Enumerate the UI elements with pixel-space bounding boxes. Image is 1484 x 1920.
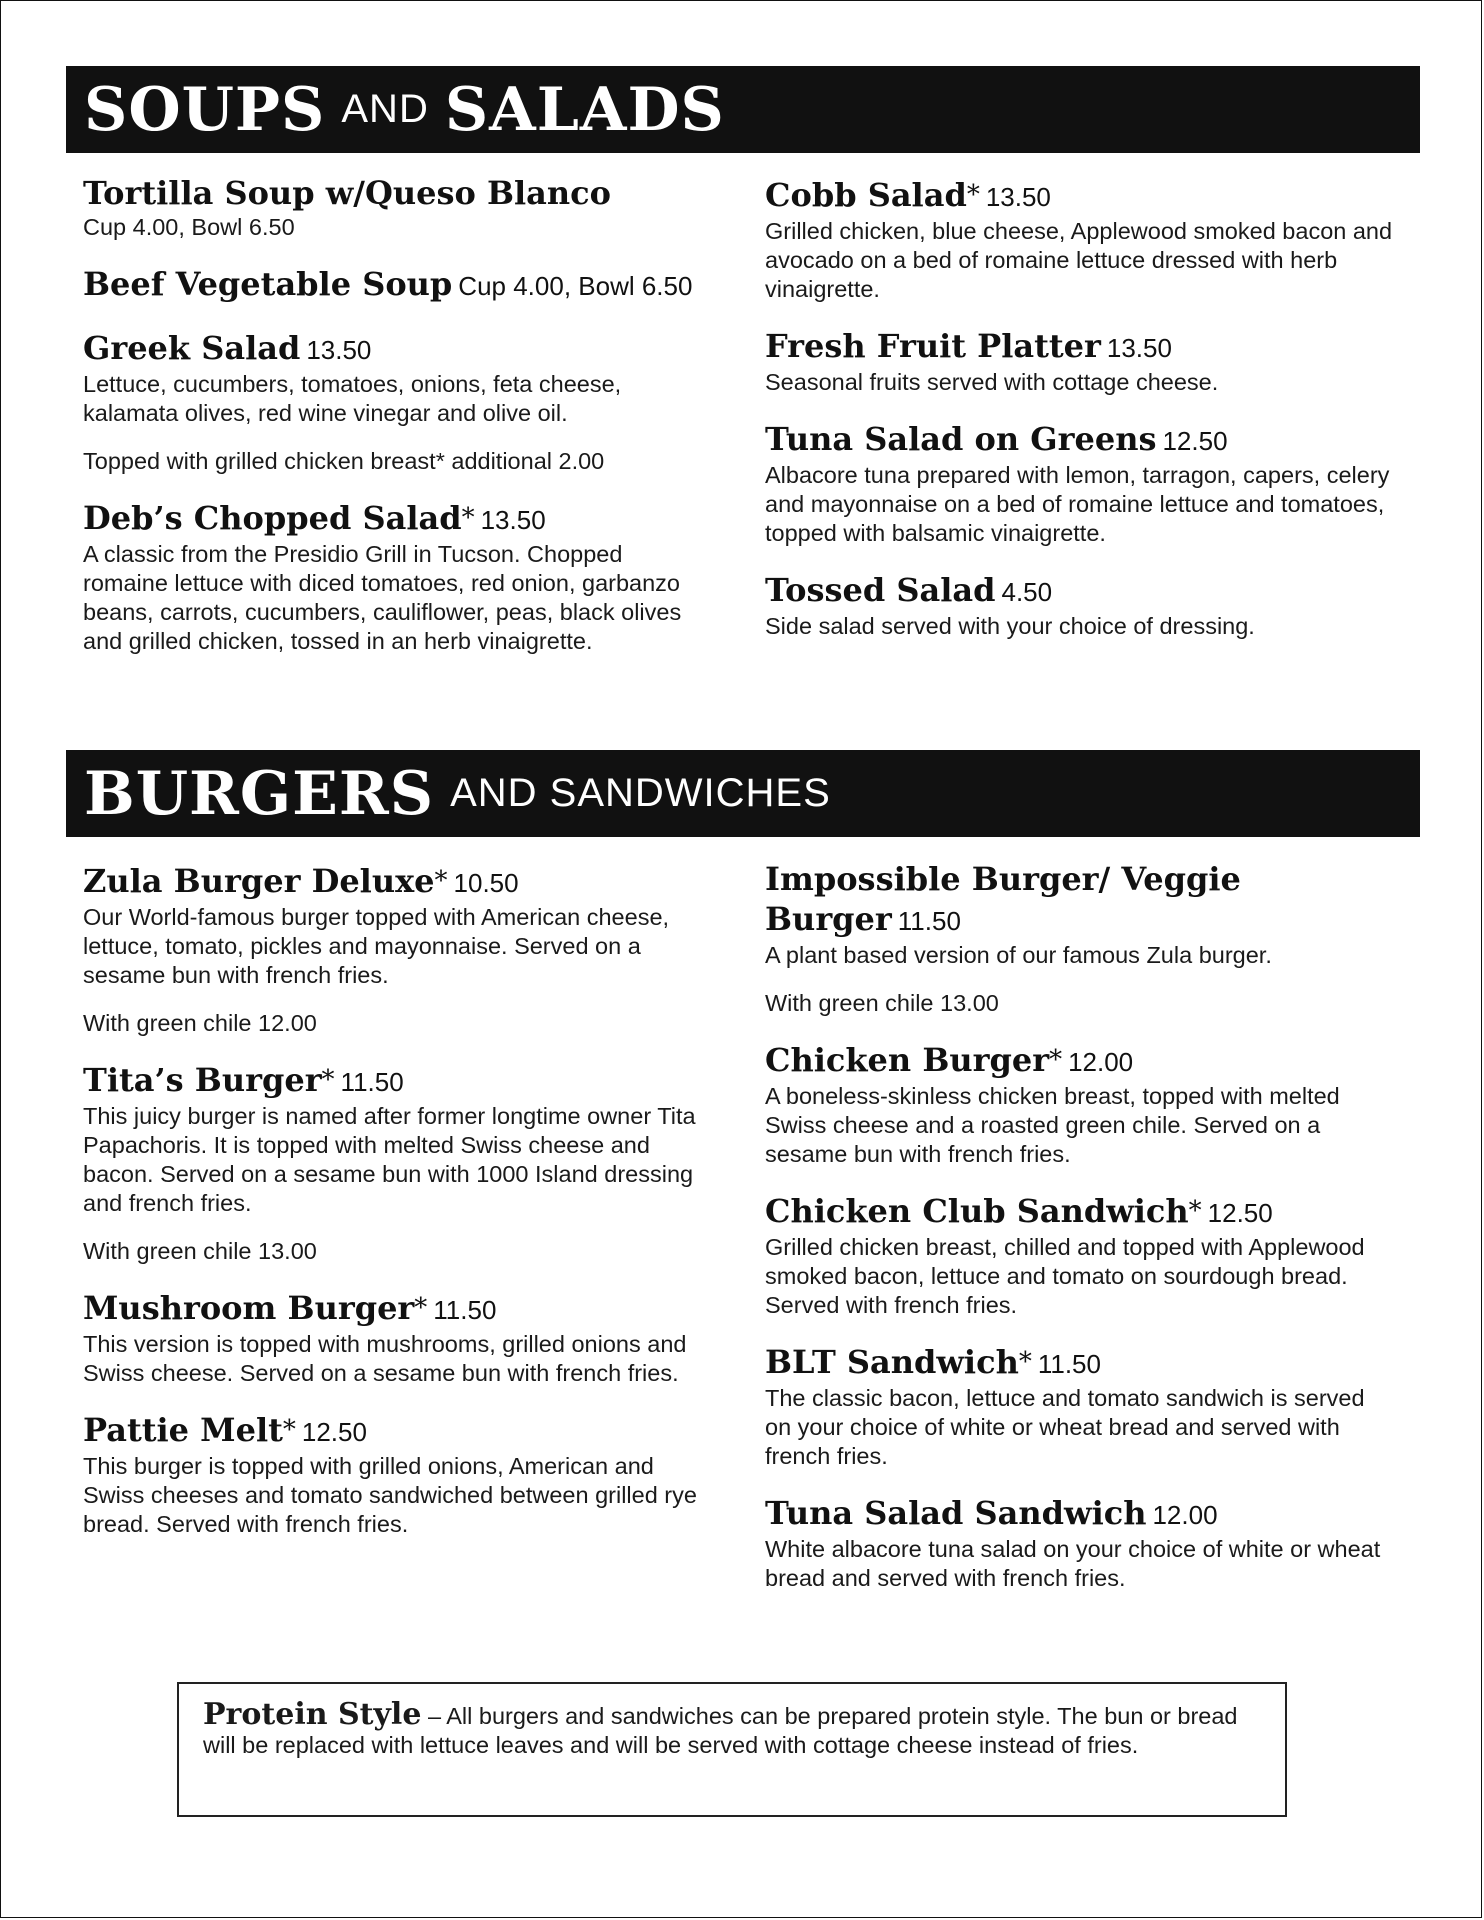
- menu-item-name: Impossible Burger/ Veggie Burger: [765, 860, 1241, 938]
- menu-item: [83, 1288, 713, 1388]
- menu-item-price: 11.50: [1037, 1349, 1101, 1379]
- menu-item-name: Tita’s Burger: [83, 1061, 322, 1099]
- menu-item: [83, 173, 713, 242]
- menu-item: [765, 1493, 1395, 1593]
- banner-title-and: AND: [341, 87, 429, 131]
- menu-item-price: 12.50: [1207, 1198, 1273, 1228]
- burgers-right-column: [765, 859, 1395, 1615]
- menu-item-description: This burger is topped with grilled onions, American and Swiss cheeses and tomato sandwiched between grilled rye bread. Served with french fries.: [83, 1453, 697, 1537]
- asterisk-mark: *: [414, 1293, 428, 1323]
- soups-right-column: [765, 175, 1395, 663]
- soups-left-column: [83, 173, 713, 678]
- protein-style-box: [177, 1682, 1287, 1817]
- menu-item-price: 11.50: [897, 906, 961, 936]
- menu-item-description: Lettuce, cucumbers, tomatoes, onions, feta cheese, kalamata olives, red wine vinegar and olive oil.: [83, 371, 622, 426]
- asterisk-mark: *: [966, 180, 980, 210]
- protein-style-title: Protein Style: [203, 1697, 422, 1732]
- menu-item-addon: With green chile 13.00: [83, 1238, 317, 1264]
- menu-item-description: Grilled chicken, blue cheese, Applewood smoked bacon and avocado on a bed of romaine lettuce dressed with herb vinaigrette.: [765, 218, 1393, 302]
- protein-style-description: – All burgers and sandwiches can be prepared protein style. The bun or bread will be replaced with lettuce leaves and will be served with cottage cheese instead of fries.: [203, 1703, 1238, 1758]
- burgers-left-column: [83, 861, 713, 1561]
- menu-item-name: Chicken Burger: [765, 1041, 1050, 1079]
- menu-item-description: Seasonal fruits served with cottage cheese.: [765, 369, 1219, 395]
- banner-title-soups: SOUPS: [84, 74, 326, 145]
- menu-item: [83, 861, 713, 1038]
- menu-item-description: Cup 4.00, Bowl 6.50: [83, 214, 295, 240]
- menu-item: [765, 326, 1395, 397]
- menu-item-name: Tortilla Soup w/Queso Blanco: [83, 174, 611, 212]
- menu-item-name: Mushroom Burger: [83, 1289, 415, 1327]
- asterisk-mark: *: [461, 503, 475, 533]
- menu-item-name: Zula Burger Deluxe: [83, 862, 435, 900]
- menu-item-price: 13.50: [1106, 333, 1172, 363]
- menu-item: [765, 1342, 1395, 1471]
- menu-item-description: Side salad served with your choice of dressing.: [765, 613, 1255, 639]
- menu-item-price: 10.50: [453, 868, 519, 898]
- menu-item-description: White albacore tuna salad on your choice of white or wheat bread and served with french fries.: [765, 1536, 1381, 1591]
- menu-item: [83, 1060, 713, 1266]
- menu-item-name: Tossed Salad: [765, 571, 996, 609]
- menu-item-price: 13.50: [985, 182, 1051, 212]
- menu-item-name: Deb’s Chopped Salad: [83, 499, 462, 537]
- menu-item: [765, 859, 1395, 1018]
- menu-item-description: Albacore tuna prepared with lemon, tarragon, capers, celery and mayonnaise on a bed of romaine lettuce and tomatoes, topped with balsamic vinaigrette.: [765, 462, 1390, 546]
- menu-item-description: Grilled chicken breast, chilled and topped with Applewood smoked bacon, lettuce and tomato on sourdough bread. Served with french fries.: [765, 1234, 1365, 1318]
- menu-item-addon: Topped with grilled chicken breast* additional 2.00: [83, 448, 605, 474]
- menu-item-price: 4.50: [1001, 577, 1053, 607]
- menu-item-name: Tuna Salad on Greens: [765, 420, 1157, 458]
- menu-item: [765, 175, 1395, 304]
- menu-item-price: 13.50: [306, 335, 372, 365]
- menu-item: [765, 1191, 1395, 1320]
- menu-item-description: A plant based version of our famous Zula burger.: [765, 942, 1272, 968]
- asterisk-mark: *: [1049, 1045, 1063, 1075]
- menu-item-name: Beef Vegetable Soup: [83, 265, 453, 303]
- soups-salads-banner: [66, 66, 1420, 153]
- menu-item-name: Greek Salad: [83, 329, 301, 367]
- menu-item-price: 11.50: [340, 1067, 404, 1097]
- menu-item-name: Cobb Salad: [765, 176, 967, 214]
- menu-item-price: Cup 4.00, Bowl 6.50: [458, 271, 693, 301]
- menu-item-price: 13.50: [480, 505, 546, 535]
- menu-item: [83, 1410, 713, 1539]
- menu-item-name: Chicken Club Sandwich: [765, 1192, 1189, 1230]
- menu-item-description: A classic from the Presidio Grill in Tucson. Chopped romaine lettuce with diced tomatoes, red onion, garbanzo beans, carrots, cucumbers, cauliflower, peas, black olives and grilled chicken, tossed in an herb vinaigrette.: [83, 541, 682, 654]
- menu-item-price: 12.50: [1162, 426, 1228, 456]
- menu-item-price: 12.00: [1068, 1047, 1134, 1077]
- asterisk-mark: *: [1018, 1347, 1032, 1377]
- menu-item-name: Fresh Fruit Platter: [765, 327, 1101, 365]
- asterisk-mark: *: [1188, 1196, 1202, 1226]
- banner-title-salads: SALADS: [444, 74, 725, 145]
- protein-style-text: [203, 1697, 1261, 1760]
- menu-item-description: Our World-famous burger topped with American cheese, lettuce, tomato, pickles and mayonnaise. Served on a sesame bun with french fries.: [83, 904, 670, 988]
- menu-item-description: This juicy burger is named after former longtime owner Tita Papachoris. It is topped with melted Swiss cheese and bacon. Served on a sesame bun with 1000 Island dressing and french fries.: [83, 1103, 696, 1216]
- menu-item-addon: With green chile 13.00: [765, 990, 999, 1016]
- menu-item-price: 11.50: [433, 1295, 497, 1325]
- menu-item: [765, 1040, 1395, 1169]
- menu-item: [765, 570, 1395, 641]
- asterisk-mark: *: [282, 1415, 296, 1445]
- menu-item-name: Pattie Melt: [83, 1411, 283, 1449]
- menu-item-name: BLT Sandwich: [765, 1343, 1019, 1381]
- menu-item-description: The classic bacon, lettuce and tomato sandwich is served on your choice of white or wheat bread and served with french fries.: [765, 1385, 1365, 1469]
- menu-item-name: Tuna Salad Sandwich: [765, 1494, 1147, 1532]
- menu-item-description: A boneless-skinless chicken breast, topped with melted Swiss cheese and a roasted green chile. Served on a sesame bun with french fries.: [765, 1083, 1340, 1167]
- banner-title-burgers: BURGERS: [84, 758, 435, 829]
- menu-item-description: This version is topped with mushrooms, grilled onions and Swiss cheese. Served on a sesame bun with french fries.: [83, 1331, 687, 1386]
- menu-item: [765, 419, 1395, 548]
- menu-item: [83, 328, 713, 476]
- asterisk-mark: *: [434, 866, 448, 896]
- menu-item-price: 12.00: [1152, 1500, 1218, 1530]
- asterisk-mark: *: [321, 1065, 335, 1095]
- menu-item: [83, 498, 713, 656]
- menu-item-price: 12.50: [301, 1417, 367, 1447]
- menu-item-addon: With green chile 12.00: [83, 1010, 317, 1036]
- banner-title-and-sandwiches: AND SANDWICHES: [450, 771, 831, 815]
- menu-item: [83, 264, 713, 306]
- burgers-sandwiches-banner: [66, 750, 1420, 837]
